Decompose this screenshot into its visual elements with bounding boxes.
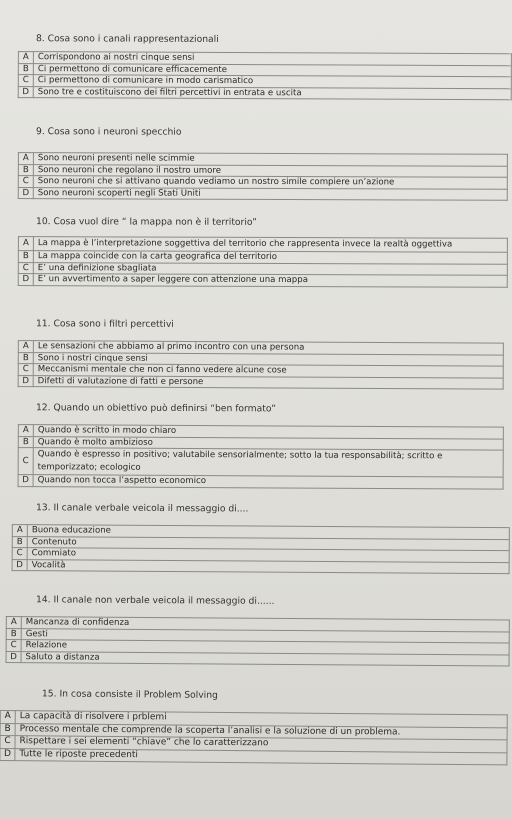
answer-row-d xyxy=(18,375,503,389)
answer-text: Ci permettono di comunicare efficacemente xyxy=(33,63,511,77)
answer-letter: D xyxy=(18,187,33,199)
question-15 xyxy=(0,688,508,765)
answer-row-d xyxy=(18,274,507,287)
answer-table xyxy=(18,51,512,100)
question-9 xyxy=(0,126,508,201)
answer-row-b xyxy=(18,251,507,264)
answer-text: Le sensazioni che abbiamo al primo incontro con una persona xyxy=(33,341,503,355)
answer-text: Difetti di valutazione di fatti e persone xyxy=(33,375,503,389)
answer-text: Sono tre e costituiscono dei filtri percettivi in entrata e uscita xyxy=(33,86,511,100)
answer-letter: A xyxy=(18,52,33,64)
answer-letter: C xyxy=(18,448,33,475)
answer-letter: C xyxy=(18,176,33,188)
answer-row-a xyxy=(18,153,507,166)
question-title: 11. Cosa sono i filtri percettivi xyxy=(35,318,174,330)
answer-letter: C xyxy=(18,75,33,87)
answer-text: Corrispondono ai nostri cinque sensi xyxy=(33,52,511,66)
answer-letter: A xyxy=(18,341,33,353)
answer-text: Sono neuroni scoperti negli Stati Uniti xyxy=(33,187,507,200)
answer-text: Sono neuroni che regolano il nostro umore xyxy=(33,164,507,177)
question-13 xyxy=(0,502,510,574)
answer-row-d xyxy=(6,651,509,666)
answer-text: Quando è molto ambizioso xyxy=(33,436,503,450)
answer-letter: A xyxy=(0,711,15,724)
answer-row-d xyxy=(18,86,511,100)
answer-table xyxy=(18,152,508,201)
answer-text: Quando non tocca l’aspetto economico xyxy=(33,475,503,489)
answer-table xyxy=(0,710,508,765)
question-title: 12. Quando un obiettivo può definirsi “ben formato” xyxy=(35,402,276,415)
answer-letter: D xyxy=(0,748,15,761)
question-11 xyxy=(0,318,504,390)
answer-text: Sono i nostri cinque sensi xyxy=(33,352,503,366)
answer-text: Quando è espresso in positivo; valutabile sensorialmente; sotto la tua responsabilità; scritto e temporizzato; ecologico xyxy=(33,448,503,477)
answer-text: Saluto a distanza xyxy=(21,651,509,666)
answer-letter: D xyxy=(18,475,33,487)
answer-text: La mappa è l’interpretazione soggettiva del territorio che rappresenta invece la realtà oggettiva xyxy=(33,237,507,253)
answer-letter: A xyxy=(6,617,21,629)
answer-letter: C xyxy=(6,640,21,652)
answer-row-a xyxy=(18,237,507,253)
answer-text: Sono neuroni che si attivano quando vediamo un nostro simile compiere un’azione xyxy=(33,176,507,189)
answer-letter: B xyxy=(18,251,33,263)
answer-table xyxy=(12,524,510,574)
answer-row-d xyxy=(12,559,509,574)
answer-table xyxy=(18,340,504,390)
answer-text: Mancanza di confidenza xyxy=(21,617,509,632)
answer-text: Meccanismi mentale che non ci fanno vedere alcune cose xyxy=(33,364,503,378)
answer-letter: B xyxy=(18,436,33,448)
answer-row-d xyxy=(18,475,503,489)
question-14 xyxy=(0,594,510,667)
question-title: 14. Il canale non verbale veicola il messaggio di...... xyxy=(35,594,275,607)
answer-text: Tutte le riposte precedenti xyxy=(15,748,507,765)
answer-letter: C xyxy=(12,548,27,560)
answer-text: E’ una definizione sbagliata xyxy=(33,262,507,275)
answer-letter: B xyxy=(18,164,33,176)
answer-text: Vocalità xyxy=(27,559,509,573)
answer-letter: B xyxy=(0,723,15,736)
question-12 xyxy=(0,402,504,489)
answer-table xyxy=(6,616,510,667)
answer-text: Gesti xyxy=(21,628,509,643)
answer-letter: D xyxy=(18,375,33,387)
answer-text: Processo mentale che comprende la scoperta l’analisi e la soluzione di un problema. xyxy=(15,723,507,740)
answer-row-d xyxy=(18,187,507,200)
question-10 xyxy=(0,216,508,287)
answer-letter: B xyxy=(6,628,21,640)
answer-letter: D xyxy=(18,86,33,98)
answer-text: Contenuto xyxy=(27,536,509,550)
answer-row-b xyxy=(18,164,507,177)
question-8 xyxy=(0,33,512,100)
answer-text: Rispettare i sei elementi “chiave” che lo caratterizzano xyxy=(15,736,507,753)
answer-table xyxy=(18,424,504,489)
answer-letter: C xyxy=(18,262,33,274)
answer-letter: A xyxy=(18,153,33,165)
answer-text: Relazione xyxy=(21,640,509,655)
answer-letter: C xyxy=(18,364,33,376)
question-title: 15. In cosa consiste il Problem Solving xyxy=(41,688,218,701)
answer-text: Buona educazione xyxy=(27,525,509,539)
answer-letter: A xyxy=(12,525,27,537)
answer-text: Ci permettono di comunicare in modo carismatico xyxy=(33,75,511,89)
question-title: 9. Cosa sono i neuroni specchio xyxy=(35,126,182,138)
answer-row-c xyxy=(18,176,507,189)
answer-text: Quando è scritto in modo chiaro xyxy=(33,425,503,439)
answer-letter: A xyxy=(18,237,33,251)
answer-letter: B xyxy=(12,536,27,548)
answer-letter: D xyxy=(18,274,33,286)
answer-text: E’ un avvertimento a saper leggere con attenzione una mappa xyxy=(33,274,507,287)
answer-text: La capacità di risolvere i prblemi xyxy=(15,711,507,728)
question-title: 13. Il canale verbale veicola il messaggio di.... xyxy=(35,502,249,515)
answer-letter: D xyxy=(12,559,27,571)
answer-letter: B xyxy=(18,352,33,364)
answer-letter: D xyxy=(6,651,21,663)
answer-table xyxy=(18,236,508,287)
answer-row-c xyxy=(18,262,507,275)
answer-row-c xyxy=(18,448,503,478)
answer-text: La mappa coincide con la carta geografica del territorio xyxy=(33,251,507,264)
answer-text: Sono neuroni presenti nelle scimmie xyxy=(33,153,507,166)
answer-letter: A xyxy=(18,425,33,437)
answer-text: Commiato xyxy=(27,548,509,562)
answer-letter: C xyxy=(0,736,15,749)
question-title: 8. Cosa sono i canali rappresentazionali xyxy=(35,33,219,45)
answer-letter: B xyxy=(18,63,33,75)
question-title: 10. Cosa vuol dire “ la mappa non è il territorio” xyxy=(35,216,257,228)
